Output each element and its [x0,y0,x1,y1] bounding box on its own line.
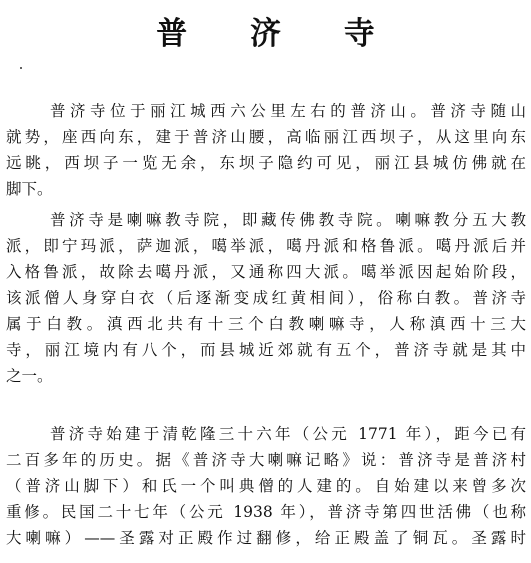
text-line-7: 入格鲁派，故除去噶丹派，又通称四大派。噶举派因起始阶段， [6,263,526,281]
page-title: 普 济 寺 [156,16,401,52]
text-line-9: 属于白教。滇西北共有十三个白教喇嘛寺，人称滇西十三大 [6,315,526,333]
text-line-11: 之一。 [6,367,53,385]
text-line-13: 二百多年的历史。据《普济寺大喇嘛记略》说：普济寺是普济村 [6,451,526,469]
text-line-10: 寺，丽江境内有八个，而县城近郊就有五个，普济寺就是其中 [6,341,526,359]
text-line-8: 该派僧人身穿白衣（后逐渐变成红黄相间），俗称白教。普济寺 [6,289,526,307]
text-line-15: 重修。民国二十七年（公元 1938 年），普济寺第四世活佛（也称 [6,503,526,521]
text-line-6: 派，即宁玛派，萨迦派，噶举派，噶丹派和格鲁派。噶丹派后并 [6,237,526,255]
text-line-4: 脚下。 [6,180,53,198]
scan-speck [20,67,22,69]
text-line-1: 普济寺位于丽江城西六公里左右的普济山。普济寺随山 [50,102,526,120]
text-line-2: 就势，座西向东，建于普济山腰，高临丽江西坝子，从这里向东 [6,128,526,146]
text-line-14: （普济山脚下）和氏一个叫典僧的人建的。自始建以来曾多次 [6,477,526,495]
text-line-12: 普济寺始建于清乾隆三十六年（公元 1771 年），距今已有 [50,425,526,443]
text-line-16: 大喇嘛）——圣露对正殿作过翻修，给正殿盖了铜瓦。圣露时 [6,529,526,547]
text-line-5: 普济寺是喇嘛教寺院，即藏传佛教寺院。喇嘛教分五大教 [50,211,526,229]
text-line-3: 远眺，西坝子一览无余，东坝子隐约可见，丽江县城仿佛就在 [6,154,526,172]
